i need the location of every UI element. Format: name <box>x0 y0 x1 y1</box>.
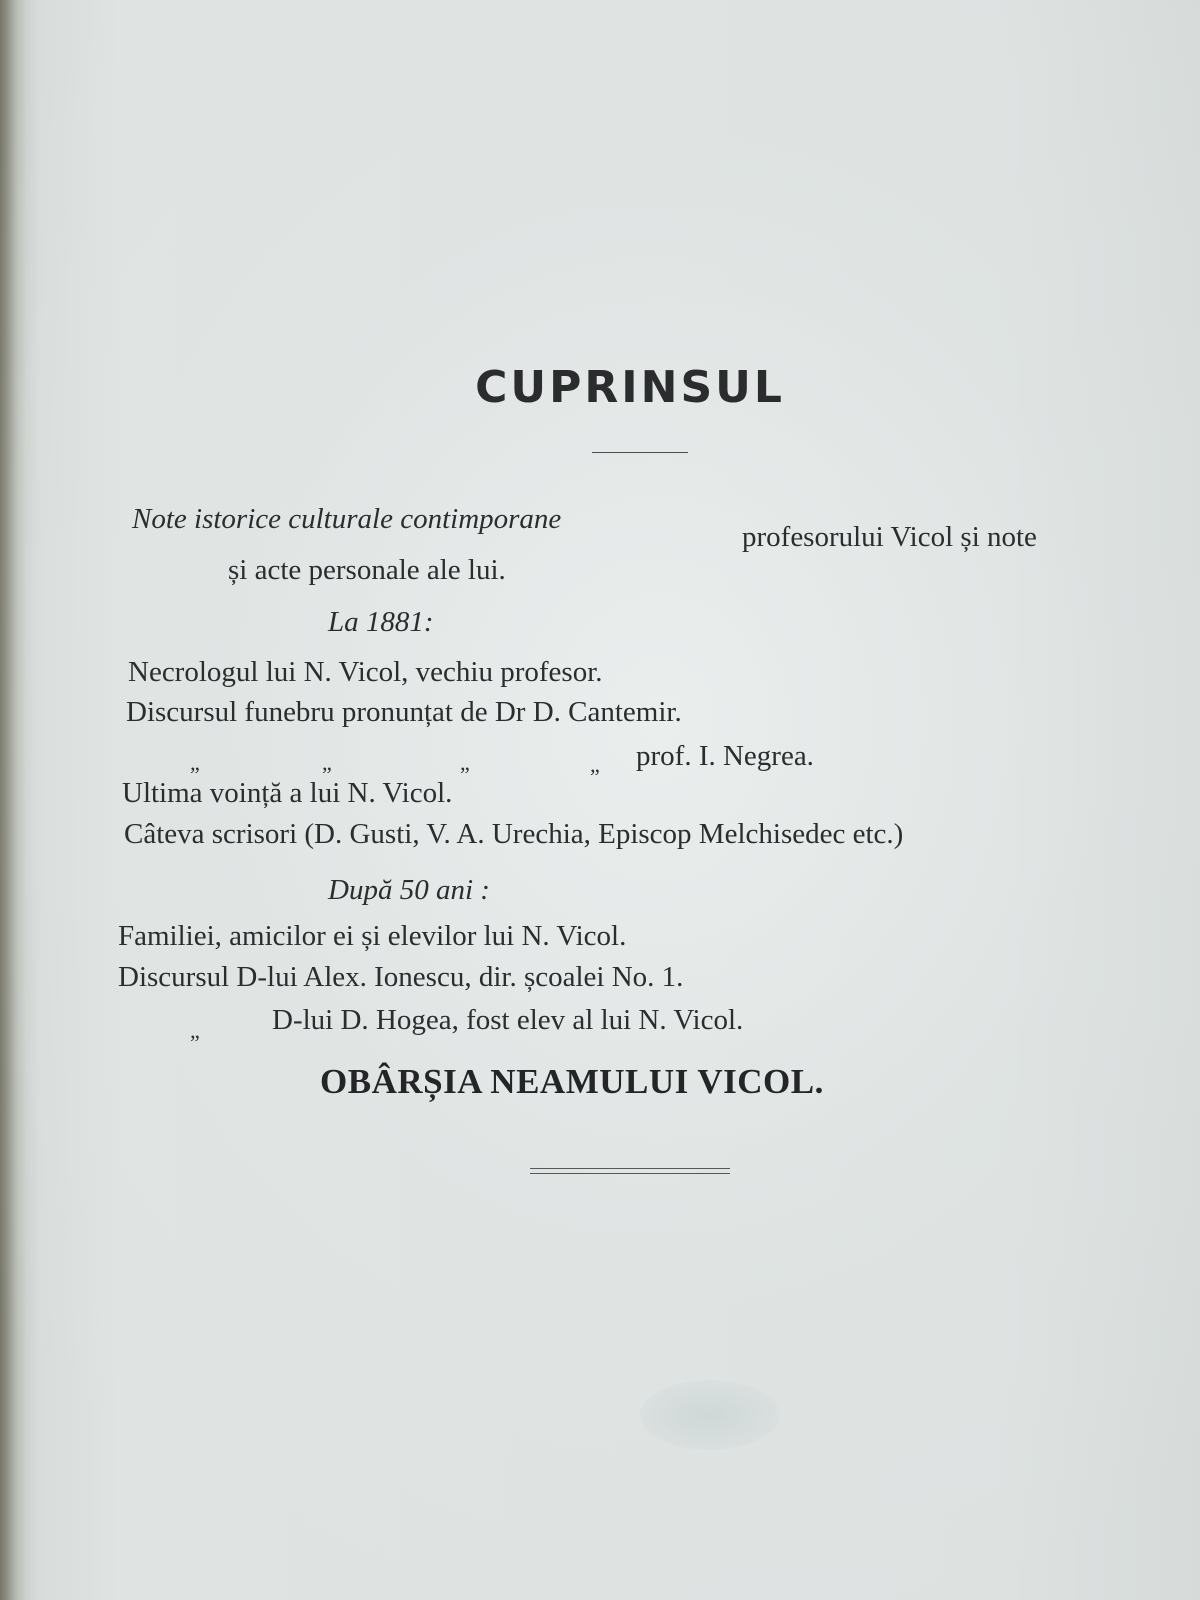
entry-discurs-ionescu: Discursul D-lui Alex. Ionescu, dir. școalei No. 1. <box>118 961 684 993</box>
closing-double-rule <box>530 1168 730 1174</box>
closing-title: OBÂRȘIA NEAMULUI VICOL. <box>320 1062 824 1101</box>
entry-negrea: prof. I. Negrea. <box>636 740 814 772</box>
entry-discurs-cantemir: Discursul funebru pronunțat de Dr D. Cantemir. <box>126 696 682 728</box>
page-title: CUPRINSUL <box>475 362 785 413</box>
ditto-mark: „ <box>460 750 470 775</box>
section-1881-heading: La 1881: <box>328 606 434 638</box>
section-50-heading: După 50 ani : <box>328 874 490 906</box>
ditto-mark: „ <box>322 750 332 775</box>
intro-line-2: și acte personale ale lui. <box>228 554 506 586</box>
intro-italic: Note istorice culturale contimporane <box>132 503 562 535</box>
title-rule <box>592 452 688 453</box>
entry-necrolog: Necrologul lui N. Vicol, vechiu profesor. <box>128 656 603 688</box>
ditto-mark: „ <box>190 1018 200 1043</box>
ditto-mark: „ <box>590 752 600 777</box>
intro-rest: profesorului Vicol și note <box>742 521 1037 553</box>
entry-ultima-vointa: Ultima voință a lui N. Vicol. <box>122 777 453 809</box>
spine-shadow <box>0 0 26 1600</box>
entry-scrisori: Câteva scrisori (D. Gusti, V. A. Urechia, Episcop Melchisedec etc.) <box>124 818 904 850</box>
ditto-mark: „ <box>190 750 200 775</box>
entry-hogea: D-lui D. Hogea, fost elev al lui N. Vicol. <box>272 1004 744 1036</box>
entry-familiei: Familiei, amicilor ei și elevilor lui N. Vicol. <box>118 920 627 952</box>
paper-smudge <box>640 1380 780 1450</box>
